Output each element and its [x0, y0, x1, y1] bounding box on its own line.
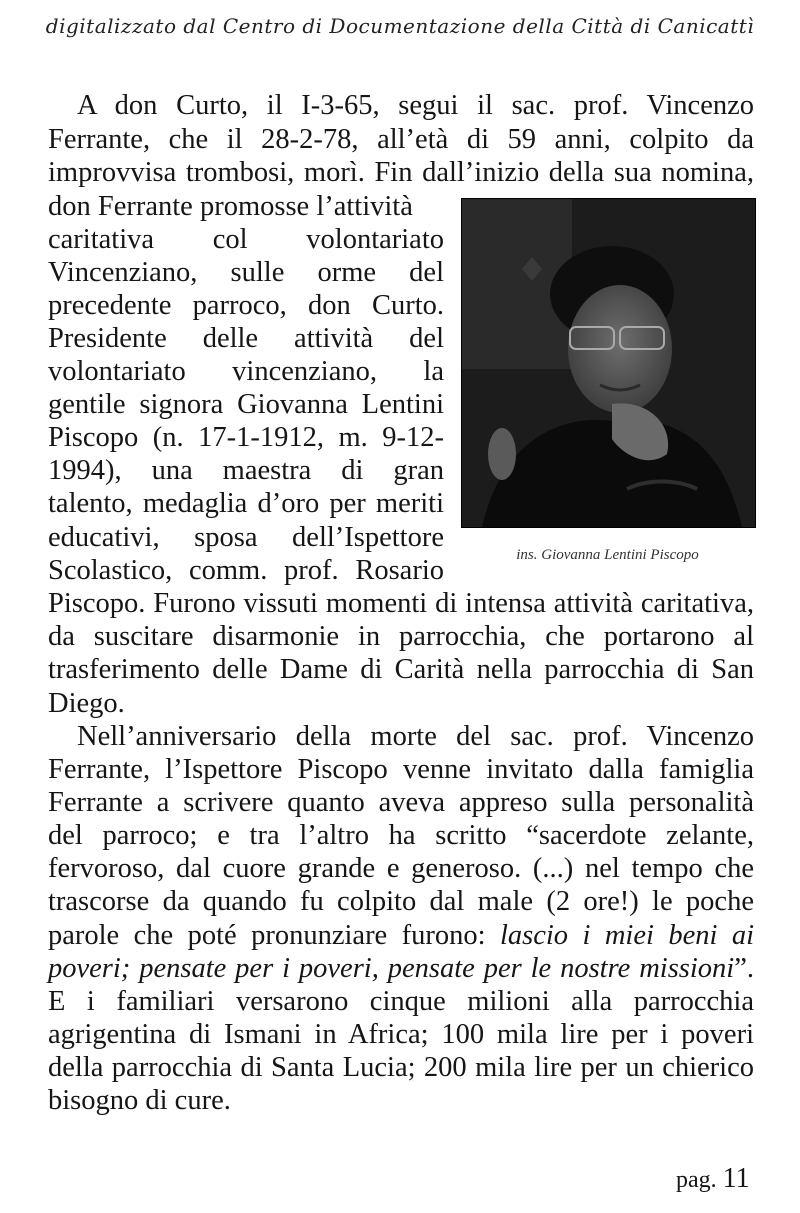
paragraph-line: Ferrante, l’Ispettore Piscopo venne invitato dalla famiglia — [48, 754, 754, 785]
paragraph-line: gentile signora Giovanna Lentini — [48, 389, 444, 420]
paragraph-line: volontariato vincenziano, la — [48, 356, 444, 387]
paragraph-line: Nell’anniversario della morte del sac. prof. Vincenzo — [77, 721, 754, 752]
paragraph-line — [48, 922, 754, 951]
page-label: pag. — [676, 1167, 717, 1193]
digitization-watermark: digitalizzato dal Centro di Documentazione della Città di Canicattì — [45, 14, 755, 38]
paragraph-line: don Ferrante promosse l’attività — [48, 191, 413, 222]
paragraph-line: Presidente delle attività del — [48, 323, 444, 354]
paragraph-line: del parroco; e tra l’altro ha scritto “sacerdote zelante, — [48, 820, 754, 851]
paragraph-line: trasferimento delle Dame di Carità nella parrocchia di San — [48, 654, 754, 685]
paragraph-line: agrigentina di Ismani in Africa; 100 mila lire per i poveri — [48, 1019, 754, 1050]
paragraph-line: caritativa col volontariato — [48, 224, 444, 255]
paragraph-line: A don Curto, il I-3-65, segui il sac. prof. Vincenzo — [77, 90, 754, 121]
page-number — [676, 1163, 750, 1195]
paragraph-line: Scolastico, comm. prof. Rosario — [48, 555, 444, 586]
portrait-photo — [461, 198, 756, 528]
line-text: parole che poté pronunziare furono: — [48, 920, 486, 951]
paragraph-line: Vincenziano, sulle orme del — [48, 257, 444, 288]
paragraph-line: della parrocchia di Santa Lucia; 200 mila lire per un chierico — [48, 1052, 754, 1083]
paragraph-line: Diego. — [48, 688, 125, 719]
quote-italic: poveri; pensate per i poveri, pensate per le nostre missioni — [48, 953, 735, 984]
paragraph-line: E i familiari versarono cinque milioni alla parrocchia — [48, 986, 754, 1017]
closing-quote: ”. — [734, 953, 754, 984]
paragraph-line: trascorse da quando fu colpito dal male (2 ore!) le poche — [48, 886, 754, 917]
quote-italic: lascio i miei beni ai — [499, 920, 754, 951]
paragraph-line: bisogno di cure. — [48, 1085, 231, 1116]
paragraph-line: fervoroso, dal cuore grande e generoso. (...) nel tempo che — [48, 853, 754, 884]
paragraph-line: precedente parroco, don Curto. — [48, 290, 444, 321]
page-number-value: 11 — [722, 1163, 750, 1194]
paragraph-line: educativi, sposa dell’Ispettore — [48, 522, 444, 553]
paragraph-line: 1994), una maestra di gran — [48, 455, 444, 486]
paragraph-line: Piscopo. Furono vissuti momenti di intensa attività caritativa, — [48, 588, 754, 619]
paragraph-line: Ferrante, che il 28-2-78, all’età di 59 anni, colpito da — [48, 124, 754, 155]
paragraph-line: Ferrante a scrivere quanto aveva appreso sulla personalità — [48, 787, 754, 818]
paragraph-line: improvvisa trombosi, morì. Fin dall’inizio della sua nomina, — [48, 157, 754, 188]
paragraph-line: da suscitare disarmonie in parrocchia, che portarono al — [48, 621, 754, 652]
paragraph-line — [48, 955, 754, 984]
photo-caption: ins. Giovanna Lentini Piscopo — [516, 547, 699, 563]
paragraph-line: Piscopo (n. 17-1-1912, m. 9-12- — [48, 422, 444, 453]
paragraph-line: talento, medaglia d’oro per meriti — [48, 488, 444, 519]
